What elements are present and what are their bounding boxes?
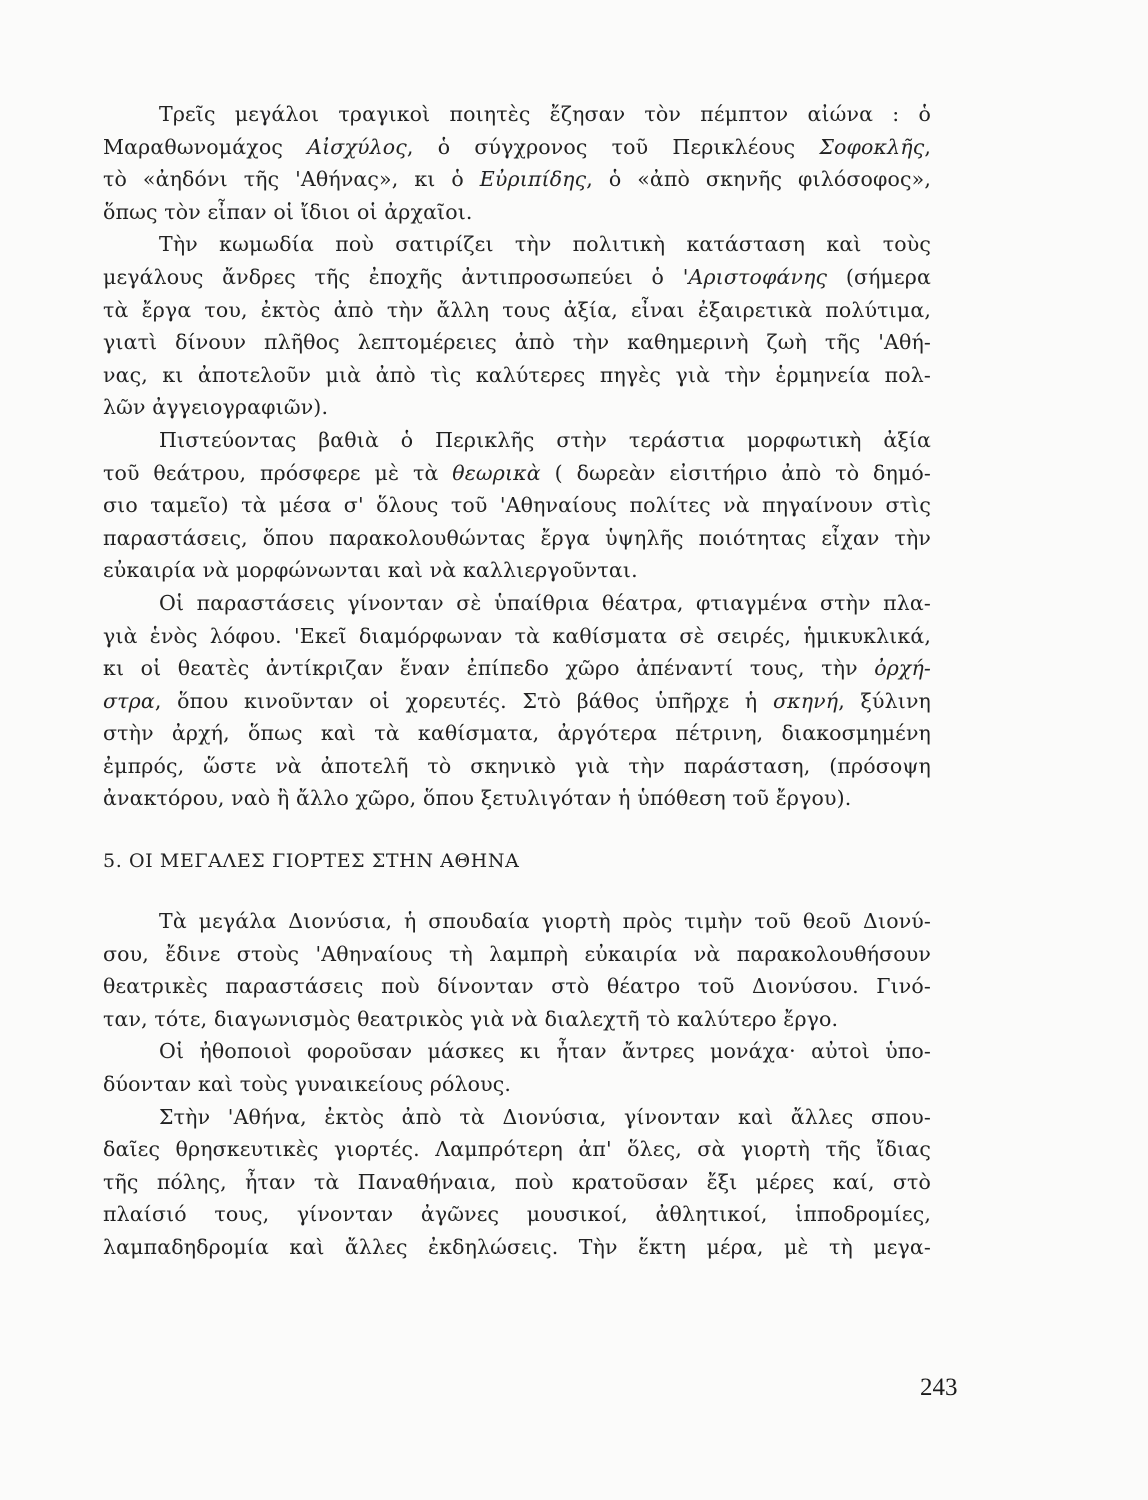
text-line: τῆς πόλης, ἦταν τὰ Παναθήναια, ποὺ κρατοῦσαν ἔξι μέρες καί, στὸ bbox=[103, 1169, 931, 1194]
text-line: ἐμπρός, ὥστε νὰ ἀποτελῆ τὸ σκηνικὸ γιὰ τὴν παράσταση, (πρόσοψη bbox=[103, 753, 931, 778]
paragraph-tragic-poets bbox=[103, 98, 931, 228]
text-line: σιο ταμεῖο) τὰ μέσα σ' ὅλους τοῦ 'Αθηναίους πολίτες νὰ πηγαίνουν στὶς bbox=[103, 493, 931, 518]
text-line: θεατρικὲς παραστάσεις ποὺ δίνονταν στὸ θέατρο τοῦ Διονύσου. Γινό- bbox=[103, 974, 931, 999]
body-text bbox=[103, 98, 931, 1264]
paragraph-dionysia bbox=[103, 905, 931, 1035]
text-line: Πιστεύοντας βαθιὰ ὁ Περικλῆς στὴν τεράστια μορφωτικὴ ἀξία bbox=[159, 427, 931, 452]
text-line: Τὴν κωμωδία ποὺ σατιρίζει τὴν πολιτικὴ κατάσταση καὶ τοὺς bbox=[159, 232, 931, 257]
paragraph-actors bbox=[103, 1035, 931, 1100]
text-line: Τὰ μεγάλα Διονύσια, ἡ σπουδαία γιορτὴ πρὸς τιμὴν τοῦ θεοῦ Διονύ- bbox=[159, 909, 931, 934]
text-line: λαμπαδηδρομία καὶ ἄλλες ἐκδηλώσεις. Τὴν ἕκτη μέρα, μὲ τὴ μεγα- bbox=[103, 1235, 931, 1259]
text-line: εὐκαιρία νὰ μορφώνωνται καὶ νὰ καλλιεργοῦνται. bbox=[103, 558, 638, 583]
text-line: ἀνακτόρου, ναὸ ἢ ἄλλο χῶρο, ὅπου ξετυλιγόταν ἡ ὑπόθεση τοῦ ἔργου). bbox=[103, 786, 852, 811]
text-line: πλαίσιό τους, γίνονταν ἀγῶνες μουσικοί, ἀθλητικοί, ἱπποδρομίες, bbox=[103, 1202, 931, 1227]
italic-term: στρα bbox=[103, 688, 155, 713]
page-number: 243 bbox=[920, 1374, 958, 1401]
text-line: Οἱ παραστάσεις γίνονταν σὲ ὑπαίθρια θέατρα, φτιαγμένα στὴν πλα- bbox=[159, 590, 931, 615]
paragraph-pericles bbox=[103, 424, 931, 587]
text-line: σου, ἔδινε στοὺς 'Αθηναίους τὴ λαμπρὴ εὐκαιρία νὰ παρακολουθήσουν bbox=[103, 941, 931, 966]
text-line: γιὰ ἑνὸς λόφου. 'Εκεῖ διαμόρφωναν τὰ καθίσματα σὲ σειρές, ἡμικυκλικά, bbox=[103, 623, 931, 648]
text-line: στρα, ὅπου κινοῦνταν οἱ χορευτές. Στὸ βάθος ὑπῆρχε ἡ σκηνή, ξύλινη bbox=[103, 688, 931, 713]
text-line: ὅπως τὸν εἶπαν οἱ ἴδιοι οἱ ἀρχαῖοι. bbox=[103, 199, 473, 224]
text-line: γιατὶ δίνουν πλῆθος λεπτομέρειες ἀπὸ τὴν καθημερινὴ ζωὴ τῆς 'Αθή- bbox=[103, 330, 931, 355]
text-line: Στὴν 'Αθήνα, ἐκτὸς ἀπὸ τὰ Διονύσια, γίνονταν καὶ ἄλλες σπου- bbox=[159, 1104, 931, 1129]
text-line: δύονταν καὶ τοὺς γυναικείους ρόλους. bbox=[103, 1072, 512, 1097]
paragraph-theatres bbox=[103, 587, 931, 815]
text-line: τὸ «ἀηδόνι τῆς 'Αθήνας», κι ὁ Εὐριπίδης, ὁ «ἀπὸ σκηνῆς φιλόσοφος», bbox=[103, 167, 931, 192]
text-line: παραστάσεις, ὅπου παρακολουθώντας ἔργα ὑψηλῆς ποιότητας εἶχαν τὴν bbox=[103, 525, 931, 550]
italic-term: σκηνή bbox=[773, 688, 839, 713]
italic-term: ὀρχή- bbox=[874, 656, 931, 681]
italic-term: θεωρικὰ bbox=[452, 460, 541, 485]
text-line: τοῦ θεάτρου, πρόσφερε μὲ τὰ θεωρικὰ ( δωρεὰν εἰσιτήριο ἀπὸ τὸ δημό- bbox=[103, 460, 931, 485]
text-line: κι οἱ θεατὲς ἀντίκριζαν ἕναν ἐπίπεδο χῶρο ἀπέναντί τους, τὴν ὀρχή- bbox=[103, 656, 931, 681]
italic-name: Σοφοκλῆς bbox=[819, 134, 925, 159]
text-line: νας, κι ἀποτελοῦν μιὰ ἀπὸ τὶς καλύτερες πηγὲς γιὰ τὴν ἑρμηνεία πολ- bbox=[103, 362, 931, 387]
text-line: μεγάλους ἄνδρες τῆς ἐποχῆς ἀντιπροσωπεύει ὁ 'Αριστοφάνης (σήμερα bbox=[103, 264, 931, 289]
text-line: Μαραθωνομάχος Αἰσχύλος, ὁ σύγχρονος τοῦ Περικλέους Σοφοκλῆς, bbox=[103, 134, 932, 159]
text-line: Οἱ ἠθοποιοὶ φοροῦσαν μάσκες κι ἦταν ἄντρες μονάχα· αὐτοὶ ὑπο- bbox=[159, 1039, 931, 1064]
paragraph-panathenaia bbox=[103, 1101, 931, 1264]
text-line: λῶν ἀγγειογραφιῶν). bbox=[103, 395, 329, 420]
text-line: τὰ ἔργα του, ἐκτὸς ἀπὸ τὴν ἄλλη τους ἀξία, εἶναι ἐξαιρετικὰ πολύτιμα, bbox=[103, 297, 931, 322]
text-line: στὴν ἀρχή, ὅπως καὶ τὰ καθίσματα, ἀργότερα πέτρινη, διακοσμημένη bbox=[103, 721, 931, 746]
italic-name: Αἰσχύλος bbox=[307, 134, 407, 159]
paragraph-comedy bbox=[103, 228, 931, 424]
italic-name: 'Αριστοφάνης bbox=[682, 264, 828, 289]
text-line: Τρεῖς μεγάλοι τραγικοὶ ποιητὲς ἔζησαν τὸν πέμπτον αἰώνα : ὁ bbox=[159, 102, 931, 126]
text-line: δαῖες θρησκευτικὲς γιορτές. Λαμπρότερη ἀπ' ὅλες, σὰ γιορτὴ τῆς ἴδιας bbox=[103, 1137, 931, 1162]
text-line: ταν, τότε, διαγωνισμὸς θεατρικὸς γιὰ νὰ διαλεχτῆ τὸ καλύτερο ἔργο. bbox=[103, 1006, 839, 1031]
italic-name: Εὐριπίδης bbox=[479, 167, 587, 192]
section-heading: 5. ΟΙ ΜΕΓΑΛΕΣ ΓΙΟΡΤΕΣ ΣΤΗΝ ΑΘΗΝΑ bbox=[103, 850, 520, 873]
